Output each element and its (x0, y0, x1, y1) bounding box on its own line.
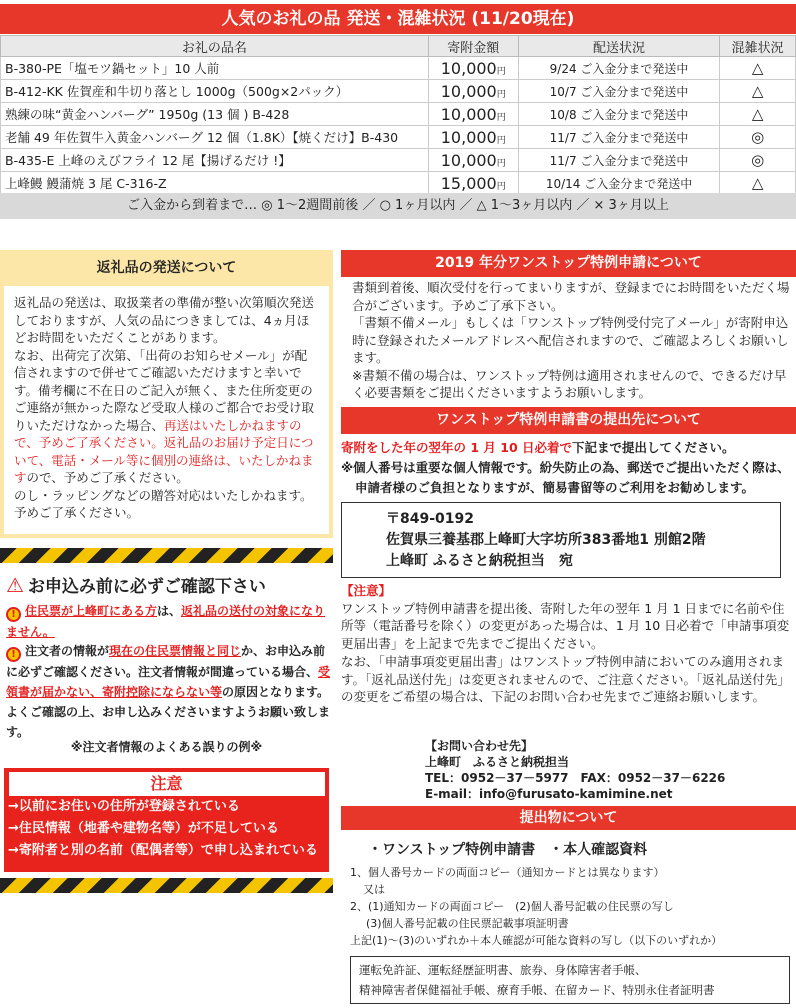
item-name: 熟練の味“黄金ハンバーグ” 1950g (13 個 ) B-428 (1, 103, 429, 126)
contact-email: E-mail：info@furusato-kamimine.net (425, 787, 673, 801)
shipping-status: 10/14 ご入金分まで発送中 (518, 172, 720, 195)
warning-line-2 (6, 641, 331, 742)
deadline-line (341, 438, 796, 458)
warning-text: 返礼品の送付の対象になりません。 (6, 604, 326, 639)
documents-title: 提出物について (341, 806, 796, 830)
contact-heading: 【お問い合わせ先】 (425, 739, 534, 753)
mailing-address-box (341, 502, 781, 578)
congestion-status: △ (720, 80, 796, 103)
col-header-shipping: 配送状況 (518, 36, 720, 57)
documents-list (350, 864, 790, 949)
shipping-notice-red-text: 再送はいたしかねますので、予めご了承ください。返礼品のお届け予定日について、電話・メール等に個別の連絡は、いたしかねます (14, 417, 314, 485)
congestion-status: △ (720, 57, 796, 80)
yen-unit: 円 (496, 181, 506, 192)
yen-unit: 円 (496, 158, 506, 169)
caution-item: →寄附者と別の名前（配偶者等）で申し込まれている (8, 843, 318, 858)
table-row (1, 149, 796, 172)
warning-line-1 (6, 601, 331, 642)
table-row (1, 126, 796, 149)
warning-title-text: お申込み前に必ずご確認下さい (27, 577, 266, 597)
warning-text: 住民票が上峰町にある方 (25, 604, 158, 618)
arrival-legend: ご入金から到着まで… ◎ 1～2週間前後 ／ ○ 1ヶ月以内 ／ △ 1～3ヶ月以内 ／ × 3ヶ月以上 (0, 193, 796, 219)
gift-status-table (0, 35, 796, 195)
shipping-notice-p1: 返礼品の発送は、取扱業者の準備が整い次第順次発送しておりますが、人気の品につきましては、4ヵ月ほどお時間をいただくことがあります。 (14, 295, 315, 345)
amount-value: 10,000 (440, 150, 497, 170)
item-name: B-380-PE「塩モツ鍋セット」10 人前 (1, 57, 429, 80)
warning-triangle-icon: ⚠ (6, 573, 24, 597)
warning-text: 現在の住民票情報と同じ (109, 644, 242, 658)
donation-amount (428, 149, 518, 172)
contact-name: 上峰町 ふるさと納税担当 (425, 755, 570, 769)
recipient: 上峰町 ふるさと納税担当 宛 (386, 553, 573, 569)
submission-address-title: ワンストップ特例申請書の提出先について (341, 407, 796, 434)
donation-amount (428, 126, 518, 149)
caution-item: →住民情報（地番や建物名等）が不足している (8, 821, 279, 836)
hazard-stripe (0, 548, 333, 563)
deadline-text: 下記まで提出してください。 (572, 440, 735, 455)
shipping-notice-body (4, 286, 329, 534)
shipping-notice-text: なお、出荷完了次第、「出荷のお知らせメール」が配信されますので併せてご確認いただけますと幸いです。備考欄に不在日のご記入が無く、また住所変更のご連絡が無かった際など受取人様のご都合でお受け取りいただけなかった場合、 (14, 347, 315, 433)
yen-unit: 円 (496, 112, 506, 123)
shipping-status: 11/7 ご入金分まで発送中 (518, 126, 720, 149)
one-stop-title: 2019 年分ワンストップ特例申請について (341, 250, 796, 277)
contact-phone: TEL：0952－37－5977 FAX：0952－37－6226 (425, 771, 726, 785)
change-note-p2: なお、「申請事項変更届出書」はワンストップ特例申請においてのみ適用されます。「返礼品送付先」は変更されませんので、ご注意ください。「返礼品送付先」の変更をご希望の場合は、下記のお問い合わせ先までご連絡お願いします。 (341, 653, 790, 705)
shipping-notice-title: 返礼品の発送について (96, 260, 237, 276)
shipping-status: 11/7 ご入金分まで発送中 (518, 149, 720, 172)
amount-value: 10,000 (440, 81, 497, 101)
postal-code: 〒849-0192 (386, 511, 474, 527)
item-name: B-435-E 上峰のえびフライ 12 尾【揚げるだけ !】 (1, 149, 429, 172)
shipping-notice-box (0, 250, 333, 538)
id-documents-box (350, 956, 790, 1004)
shipping-status: 10/7 ご入金分まで発送中 (518, 80, 720, 103)
yen-unit: 円 (496, 135, 506, 146)
item-name: B-412-KK 佐賀産和牛切り落とし 1000g（500g×2パック） (1, 80, 429, 103)
table-row (1, 103, 796, 126)
amount-value: 10,000 (440, 127, 497, 147)
caution-box (4, 768, 329, 872)
documents-item: 2、(1)通知カードの両面コピー (2)個人番号記載の住民票の写し (350, 900, 674, 913)
shipping-notice-p3: のし・ラッピングなどの贈答対応はいたしかねます。予めご了承ください。 (14, 487, 313, 520)
change-note (341, 582, 796, 706)
hazard-stripe (0, 878, 333, 893)
documents-item: 又は (363, 883, 385, 896)
warning-text: 受領書が届かない、寄附控除にならない等 (6, 665, 331, 699)
table-row (1, 57, 796, 80)
col-header-congestion: 混雑状況 (720, 36, 796, 57)
amount-value: 10,000 (440, 104, 497, 124)
warning-text: は、 (157, 604, 182, 618)
yen-unit: 円 (496, 89, 506, 100)
exclamation-icon: ! (6, 647, 21, 662)
id-documents-line: 精神障害者保健福祉手帳、療育手帳、在留カード、特別永住者証明書 (359, 983, 715, 997)
caution-item: →以前にお住いの住所が登録されている (8, 799, 240, 814)
shipping-status-title: 人気のお礼の品 発送・混雑状況 (11/20現在) (0, 4, 796, 34)
table-header-row (1, 36, 796, 57)
congestion-status: △ (720, 172, 796, 195)
documents-item: 上記(1)～(3)のいずれか＋本人確認が可能な資料の写し（以下のいずれか） (350, 934, 723, 947)
table-row (1, 80, 796, 103)
change-note-p1: ワンストップ特例申請書を提出後、寄附した年の翌年 1 月 1 日までに名前や住所等（電話番号を除く）の変更があった場合は、1 月 10 日必着で「申請事項変更届出書」を上記まで先までご提出ください。 (341, 600, 790, 652)
shipping-status: 9/24 ご入金分まで発送中 (518, 57, 720, 80)
congestion-status: ◎ (720, 126, 796, 149)
one-stop-p3: ※書類不備の場合は、ワンストップ特例は適用されませんので、できるだけ早く必要書類をご提出くださいますようお願いします。 (352, 367, 787, 400)
donation-amount (428, 80, 518, 103)
change-note-heading: 【注意】 (341, 583, 392, 598)
donation-amount (428, 57, 518, 80)
caution-title: 注意 (9, 772, 325, 796)
documents-heading: ・ワンストップ特例申請書 ・本人確認資料 (368, 842, 648, 858)
one-stop-p2: 「書類不備メール」もしくは「ワンストップ特例受付完了メール」が寄附申込時に登録されたメールアドレスへ配信されますので、ご確認よろしくお願いします。 (352, 315, 789, 365)
shipping-status: 10/8 ご入金分まで発送中 (518, 103, 720, 126)
warning-text: 注文者の情報が (25, 644, 110, 658)
warning-text: か、お申込み前に必ずご確認ください。注文者情報が間違っている場合、 (6, 644, 326, 679)
donation-amount (428, 103, 518, 126)
congestion-status: ◎ (720, 149, 796, 172)
contact-info (425, 738, 725, 802)
documents-item: 1、個人番号カードの両面コピー（通知カードとは異なります） (350, 866, 665, 879)
table-row (1, 172, 796, 195)
item-name: 上峰鰻 鰻蒲焼 3 尾 C-316-Z (1, 172, 429, 195)
one-stop-body (352, 279, 792, 402)
donation-amount (428, 172, 518, 195)
congestion-status: △ (720, 103, 796, 126)
common-mistakes-heading: ※注文者情報のよくある誤りの例※ (70, 740, 263, 754)
exclamation-icon: ! (6, 607, 21, 622)
col-header-amount: 寄附金額 (428, 36, 518, 57)
id-documents-line: 運転免許証、運転経歴証明書、旅券、身体障害者手帳、 (359, 963, 647, 977)
item-name: 老舗 49 年佐賀牛入黄金ハンバーグ 12 個（1.8K）【焼くだけ】B-430 (1, 126, 429, 149)
shipping-notice-p2 (14, 347, 319, 487)
amount-value: 15,000 (440, 173, 497, 193)
amount-value: 10,000 (440, 58, 497, 78)
documents-item: (3)個人番号記載の住民票記載事項証明書 (366, 917, 569, 930)
submission-instructions (341, 438, 796, 498)
street-address: 佐賀県三養基郡上峰町大字坊所383番地1 別館2階 (386, 532, 706, 548)
col-header-item: お礼の品名 (1, 36, 429, 57)
shipping-notice-text: ので、予めご了承ください。 (26, 470, 189, 485)
one-stop-p1: 書類到着後、順次受付を行ってまいりますが、登録までにお時間をいただく場合がございます。予めご了承下さい。 (352, 280, 790, 313)
yen-unit: 円 (496, 66, 506, 77)
deadline-text: 寄附をした年の翌年の 1 月 10 日必着で (341, 440, 573, 455)
warning-title (6, 572, 266, 597)
registered-mail-note: ※個人番号は重要な個人情報です。紛失防止の為、郵送でご提出いただく際は、申請者様のご負担となりますが、簡易書留等のご利用をお勧めします。 (341, 460, 790, 495)
warning-text: の原因となります。よくご確認の上、お申し込みくださいますようお願い致します。 (6, 685, 331, 739)
